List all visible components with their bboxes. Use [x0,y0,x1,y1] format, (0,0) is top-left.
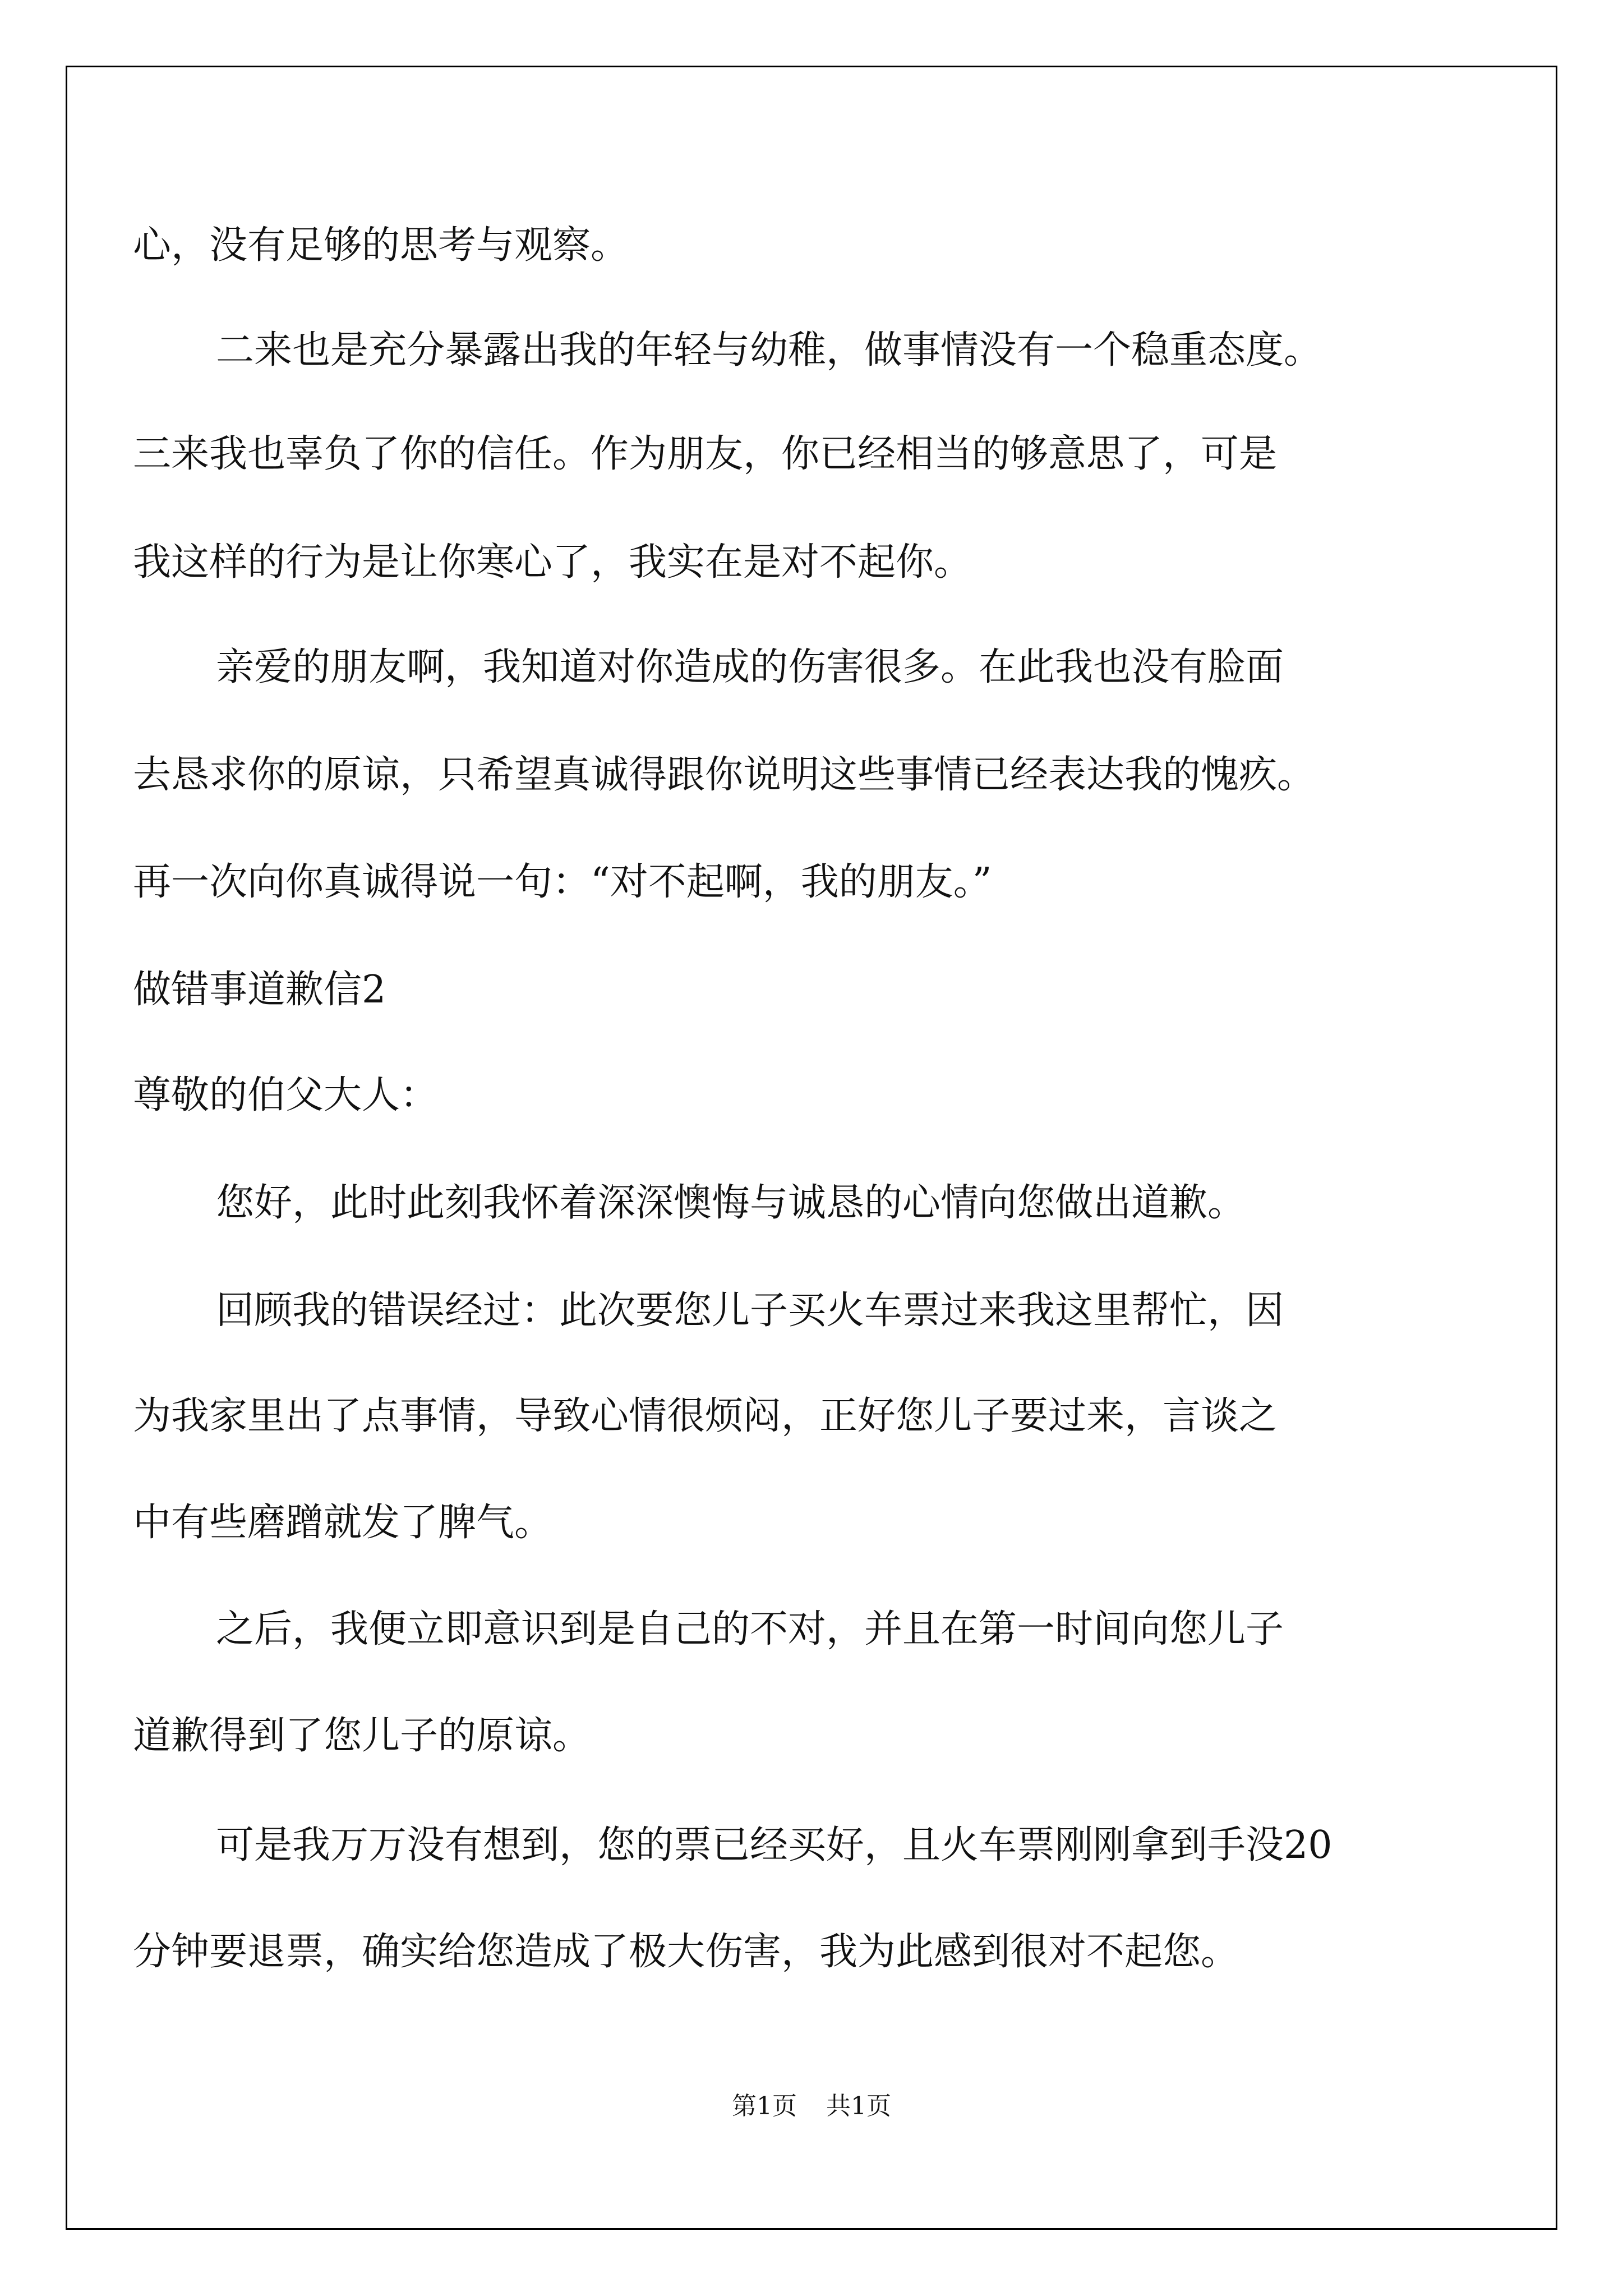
text-line-6: 去恳求你的原谅，只希望真诚得跟你说明这些事情已经表达我的愧疚。 [133,753,1316,797]
text-line-15: 道歉得到了您儿子的原谅。 [133,1714,591,1758]
text-line-3: 三来我也辜负了你的信任。作为朋友，你已经相当的够意思了，可是 [133,432,1278,476]
text-line-12: 为我家里出了点事情，导致心情很烦闷，正好您儿子要过来，言谈之 [133,1394,1278,1438]
text-line-4: 我这样的行为是让你寒心了，我实在是对不起你。 [133,540,972,585]
text-line-5: 亲爱的朋友啊，我知道对你造成的伤害很多。在此我也没有脸面 [216,645,1284,689]
salutation: 尊敬的伯父大人： [133,1073,439,1117]
text-line-10: 您好，此时此刻我怀着深深懊悔与诚恳的心情向您做出道歉。 [216,1181,1246,1225]
text-line-16: 可是我万万没有想到，您的票已经买好，且火车票刚刚拿到手没20 [216,1823,1332,1867]
page-border [66,66,1557,2230]
total-pages: 共1页 [826,2092,891,2120]
text-line-1: 心，没有足够的思考与观察。 [133,223,629,268]
text-line-17: 分钟要退票，确实给您造成了极大伤害，我为此感到很对不起您。 [133,1930,1239,1974]
text-line-11: 回顾我的错误经过：此次要您儿子买火车票过来我这里帮忙，因 [216,1289,1284,1333]
text-line-14: 之后，我便立即意识到是自己的不对，并且在第一时间向您儿子 [216,1607,1284,1651]
text-line-2: 二来也是充分暴露出我的年轻与幼稚，做事情没有一个稳重态度。 [216,328,1322,372]
page-footer [0,2090,1623,2123]
text-line-13: 中有些磨蹭就发了脾气。 [133,1501,553,1545]
section-heading: 做错事道歉信2 [133,968,386,1012]
text-line-7: 再一次向你真诚得说一句：“对不起啊，我的朋友。” [133,860,992,904]
page-number: 第1页 [732,2092,797,2120]
